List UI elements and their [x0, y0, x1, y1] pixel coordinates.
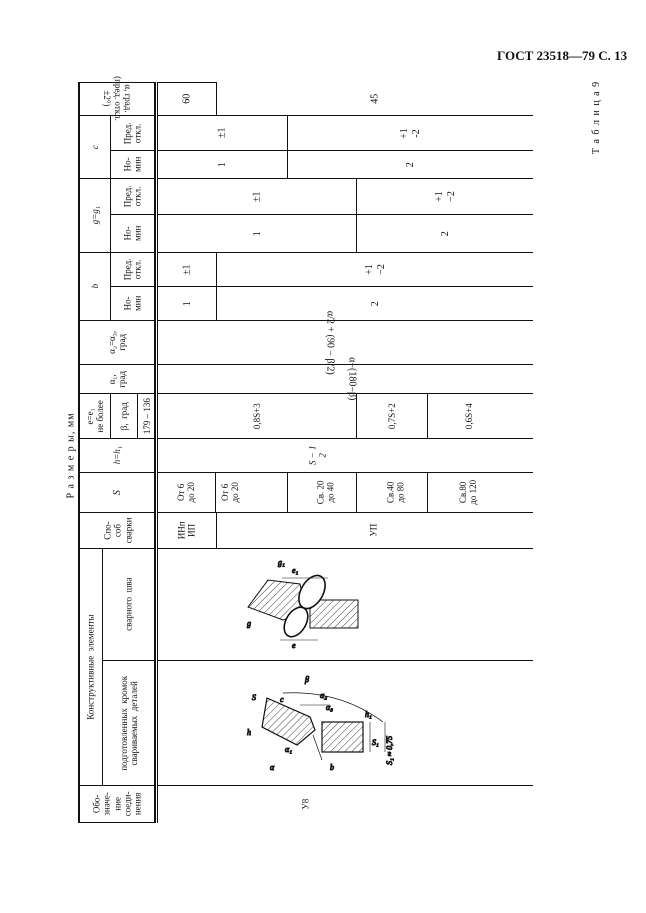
value: ±1: [181, 264, 193, 275]
value: 1: [181, 301, 193, 306]
page-header: ГОСТ 23518—79 С. 13: [497, 48, 628, 63]
label: Но- мин: [122, 156, 143, 173]
label: Пред. откл.: [122, 185, 143, 208]
value: ИНп ИП: [176, 521, 197, 540]
value: 60: [181, 94, 193, 104]
value: 0,7S+2: [386, 403, 397, 429]
dimensions-caption: Р а з м е р ы, мм: [65, 412, 77, 499]
edge-label: S: [252, 693, 256, 702]
value: ±1: [251, 191, 263, 202]
label: Но- мин: [122, 295, 143, 312]
weld-seam-drawing: [247, 558, 358, 650]
label: e=e₁ не более: [84, 399, 106, 433]
edge-label: b: [330, 763, 334, 772]
value: 1: [251, 231, 263, 236]
value: +1 −2: [433, 191, 456, 202]
label: b: [89, 284, 100, 289]
label: α₂=α₃, град: [107, 330, 128, 355]
value: 2: [439, 231, 451, 236]
label: β, град: [118, 401, 129, 431]
value: S − 1 2: [307, 445, 328, 466]
edge-label: S₁: [372, 738, 379, 747]
value: От 6 до 20: [176, 482, 197, 503]
label: Конструктивные элементы: [85, 614, 96, 720]
header-alpha-label: α, град. (пред. откл. ±2°): [102, 76, 134, 122]
label: S: [111, 490, 123, 495]
value: +1 -2: [398, 127, 422, 139]
weld-label: e: [292, 641, 296, 650]
label: Пред. откл.: [122, 122, 143, 144]
label: Но- мин: [122, 225, 143, 242]
edge-label: S₁ ≈ 0,75: [385, 735, 394, 765]
label: подготовленных кромок свариваемых деталей: [118, 675, 139, 771]
edge-label: α₃: [326, 703, 333, 712]
value: Св. 20 до 40: [315, 480, 336, 505]
value: α−(180−β): [346, 357, 358, 401]
header-c-label: c: [89, 145, 100, 149]
label: α₁, град: [107, 370, 128, 388]
weld-label: g₁: [278, 558, 285, 567]
weld-label: e₁: [292, 566, 299, 575]
value: 45: [369, 93, 381, 104]
value: 1: [216, 162, 228, 167]
edge-label: h₁: [365, 710, 372, 719]
edge-label: α₁: [285, 745, 292, 754]
edge-label: α: [270, 763, 275, 772]
value: 2: [369, 301, 381, 306]
value: УП: [368, 524, 379, 537]
label: Спо- соб сварки: [101, 517, 133, 544]
value: От 6 до 20: [219, 482, 241, 503]
label: h=h₁: [112, 446, 123, 465]
table-title: Т а б л и ц а 9: [591, 80, 603, 155]
value: α/2 + (90 − β/2): [324, 310, 336, 375]
value: Св.40 до 80: [385, 481, 406, 504]
edge-preparation-drawing: [247, 675, 394, 772]
edge-label: β: [305, 675, 309, 684]
label: g=g₁: [89, 206, 100, 225]
edge-label: h: [247, 728, 251, 737]
value: ±1: [216, 127, 228, 139]
edge-label: c: [280, 695, 284, 704]
label: Обо- значе- ние соеди- нения: [91, 791, 144, 817]
label: Пред. откл.: [122, 258, 143, 281]
value: У8: [300, 799, 311, 810]
value: +1 −2: [363, 264, 386, 275]
label: 179 – 136: [141, 398, 152, 434]
value: 0,8S+3: [251, 403, 262, 429]
label: сварного шва: [123, 577, 134, 632]
edge-label: α₂: [320, 691, 327, 700]
value: 2: [404, 162, 416, 167]
weld-label: g: [247, 619, 251, 628]
value: Св.80 до 120: [458, 480, 479, 505]
value: 0,6S+4: [463, 403, 474, 429]
